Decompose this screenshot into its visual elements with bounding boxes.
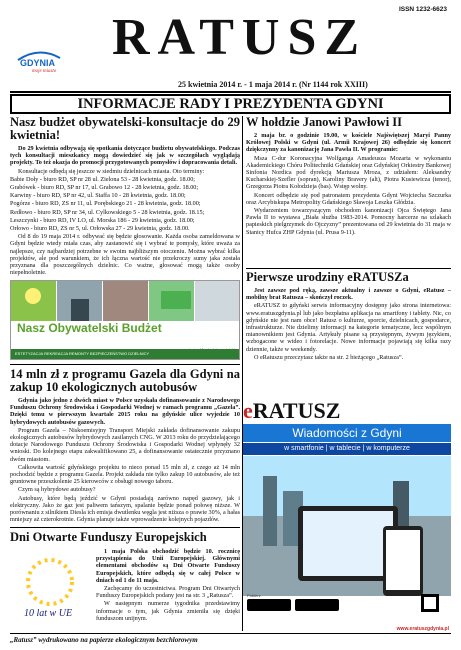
schedule-item: Orłowo - biuro RD, ZS nr 5, ul. Orłowska 27 - 29 kwietnia, godz. 18.00. xyxy=(10,225,190,233)
budget-title: Nasz budżet obywatelski-konsultacje do 29 kwietnia! xyxy=(10,115,240,142)
pawlowi-paragraph: Wydarzeniem towarzyszącym obchodom kanonizacji Ojca Świętego Jana Pawła II to wystawa „Biała służba 1983-2014. Pomocny harcerze na szlakach papieskich pielgrzymek do Ojczyzny” prezentowana od 29 kwietnia do 31 maja w Stanicy Hufca ZHP Gdynia (ul. Prusa 9-11). xyxy=(246,207,451,236)
eu-logo-text: 10 lat w UE xyxy=(24,608,73,619)
budget-lead: Do 29 kwietnia odbywają się spotkania dotyczące budżetu obywatelskiego. Podczas tych konsultacji mieszkańcy mogą dowiedzieć się jak w szczegółach wyglądają projekty. To też okazja do promocji przygotowanych pomysłów i dopracowania detali. xyxy=(10,145,240,167)
gazela-paragraph: Autobusy, które będą jeździć w Gdyni posiadają zarówno napęd gazowy, jak i elektryczny. Jako że gaz jest paliwem tańszym, spalanie będzie ponad połowę niższe. W porównaniu z silnikiem Diesla ich emisja dwutlenku węgla jest niższa o prawie 30%, a hałas mniejszy aż czterokrotnie. Gdynia planuje także wprowadzenie kolejnych pojazdów. xyxy=(10,494,240,524)
divider xyxy=(10,527,240,528)
urodziny-paragraph: eRATUSZ to gdyński serwis informacyjny dostępny jako strona internetowa: www.eratuszgdynia.pl lub jako bezpłatna aplikacja na smartfony i tablety. Nic, co gdyńskie nie jest nam obce! Ratusz o kulturze, sporcie, dzielnicach, gospodarce, infrastrukturze. Nie dzielimy informacji na kategorie tematyczne, lecz wspólnym mianownikiem jest Gdynia. Artykuły pisane są przystępnym, żywym językiem, wzbogacone w wideo i fotorelacje. Nowe informacje pojawiają się kilka razy dziennie, także w weekendy. xyxy=(246,302,451,353)
pawlowi-article xyxy=(246,116,451,237)
schedule-item: Babie Doły - biuro RD, SP nr 28 ul. Zielona 53 - 28 kwietnia, godz. 18.00; xyxy=(10,175,196,183)
schedule-item: Karwiny - biuro RD, SP nr 42, ul. Staffa 10 - 28 kwietnia, godz. 18.00; xyxy=(10,192,186,200)
gazela-article xyxy=(10,368,240,524)
footer-note: „Ratusz” wydrukowano na papierze ekologicznym bezchlorowym xyxy=(10,636,198,644)
gazela-paragraph: Program Gazela – Niskoemisyjny Transport Miejski zakłada dofinansowanie zakupu ekologicznych autobusów hybrydowych zasilanych CNG. W 2013 roku do przydzielającego dotacje Narodowego Funduszu Ochrony Środowiska i Gospodarki Wodnej wpłynęły 32 wnioski. Do kolejnego etapu zakwalifikowano 25, a dofinansowanie ostatecznie przyznano dwóm miastom. xyxy=(10,426,240,463)
masthead-divider xyxy=(10,91,451,93)
eratusz-ad-title: eRATUSZ xyxy=(243,398,341,423)
logo-tagline: moje miasto xyxy=(32,69,57,74)
section-banner: INFORMACJE RADY I PREZYDENTA GDYNI xyxy=(10,94,451,114)
logo-name: GDYNIA xyxy=(20,58,56,68)
schedule-item: Redłowo - biuro RD, SP nr 34, ul. Cylkowskiego 5 - 28 kwietnia, godz. 18.15; xyxy=(10,208,205,216)
budget-advert xyxy=(10,280,240,360)
urodziny-title: Pierwsze urodziny eRATUSZa xyxy=(246,270,409,284)
gdynia-logo xyxy=(14,44,64,74)
issn: ISSN 1232-6623 xyxy=(398,6,447,13)
budget-ad-bar: ESTETYZACJA REKREACJA REMONTY BEZPIECZEŃSTWO DZIELNICY xyxy=(11,349,239,359)
budget-article xyxy=(10,116,240,277)
schedule-item: Grabówek - biuro RD, SP nr 17, ul. Grabowo 12 - 28 kwietnia, godz. 18.00; xyxy=(10,184,199,192)
eratusz-photo xyxy=(243,456,451,616)
dni-body xyxy=(96,548,240,623)
budget-photos xyxy=(11,281,240,321)
gdynia-logo-graphic xyxy=(14,44,64,74)
eratusz-ad-subtitle: Wiadomości z Gdyni xyxy=(243,424,451,442)
gazela-lead: Gdynia jako jedno z dwóch miast w Polsce uzyskała dofinansowanie z Narodowego Funduszu Ochrony Środowiska i Gospodarki Wodnej w ramach programu „Gazela”. Dzięki temu w pierwszym kwartale 2015 roku na gdyńskie ulice wyjedzie 10 hybrydowych autobusów gazowych. xyxy=(10,397,240,426)
dni-paragraph: W następnym numerze tygodnika przedstawimy informacje o tym, jak Gdynia zmieniła się dzięki funduszom unijnym. xyxy=(96,600,240,622)
gazela-paragraph: Czym są hybrydowe autobusy? xyxy=(18,486,96,494)
pawlowi-paragraph: Koncert odbędzie się pod patronatem prezydenta Gdyni Wojciecha Szczurka oraz Arcybiskupa Metropolity Gdańskiego Sławoja Leszka Głódzia. xyxy=(246,191,451,206)
masthead-title: RATUSZ xyxy=(112,9,368,66)
dni-title: Dni Otwarte Funduszy Europejskich xyxy=(10,530,207,544)
urodziny-paragraph: O eRatuszu przeczytasz także na str. 2 bieżącego „Ratusza”. xyxy=(254,353,404,361)
divider xyxy=(246,268,451,269)
dni-article xyxy=(10,531,240,544)
budget-intro: Konsultacje odbędą się jeszcze w siedmiu dzielnicach miasta. Oto terminy: xyxy=(18,167,205,175)
pawlowi-paragraph: Msza C-dur Koronacyjna Wolfganga Amadeusza Mozarta w wykonaniu Akademickiego Chóru Politechniki Gdańskiej oraz Gdyńskiej Orkiestry Bankowej Sinfonia Nordica pod dyrekcją Mariusza Mroza, z udziałem: Aleksandry Kucharskiej-Szefler (sopran), Karoliny Bravery (alt), Piotra Kusiewicza (tenor), Grzegorza Piotra Kołodzieja (bas). Wstęp wolny. xyxy=(246,154,452,191)
issue-line: 25 kwietnia 2014 r. - 1 maja 2014 r. (Nr 1144 rok XXIII) xyxy=(178,80,368,89)
dni-lead: 1 maja Polska obchodzić będzie 10. rocznicę przystąpienia do Unii Europejskiej. Głównymi elementami obchodów są Dni Otwarte Funduszy Europejskich, które odbędą się w całej Polsce w dniach od 1 do 11 maja. xyxy=(96,548,240,584)
divider xyxy=(10,364,240,365)
pawlowi-lead: 2 maja br. o godzinie 19.00, w kościele Najświętszej Maryi Panny Królowej Polski w Gdyni (ul. Armii Krajowej 26) odbędzie się koncert dziękczynny za kanonizację Jana Pawła II. W programie: xyxy=(246,132,451,154)
eratusz-advert xyxy=(243,398,451,634)
eu-10-years-logo xyxy=(10,552,90,622)
pawlowi-title: W hołdzie Janowi Pawłowi II xyxy=(246,115,403,129)
eratusz-ad-devices: w smartfonie | w tablecie | w komputerze xyxy=(243,443,451,455)
eratusz-ad-url[interactable]: www.eratuszgdynia.pl xyxy=(396,626,449,632)
dni-paragraph: Zachęcamy do uczestnictwa. Program Dni Otwartych Funduszy Europejskich podany jest na str. 3 „Ratusza”. xyxy=(96,585,240,600)
urodziny-article xyxy=(246,271,451,362)
urodziny-lead: Jest zawsze pod ręką, zawsze aktualny i zawsze o Gdyni, eRatusz – mobilny brat Ratusza – skończył roczek. xyxy=(246,287,451,302)
eu-stars-graphic xyxy=(10,552,90,622)
gazela-title: 14 mln zł z programu Gazela dla Gdyni na zakup 10 ekologicznych autobusów xyxy=(10,367,240,394)
budget-vote: Od 8 do 19 maja 2014 r. odbywać się będzie głosowanie. Każda osoba zameldowana w Gdyni będzie wtedy miała czas, aby zastanowić się i wybrać te pomysły, które uważa za najlepsze, czy najbardziej potrzebne w swoim najbliższym otoczeniu. Można wybrać kilka projektów, ale pod warunkiem, że ich łączna wartość nie przekroczy sumy jaka została przyznana dla poszczególnych dzielnic. Co ważne, głosować mogą także osoby niepełnoletnie. xyxy=(10,233,240,277)
schedule-item: Pogórze - biuro RD, ZS nr 11, ul. Porębskiego 21 - 28 kwietnia, godz. 18.00; xyxy=(10,200,201,208)
gazela-paragraph: Całkowita wartość gdyńskiego projektu to nieco ponad 15 mln zł, z czego aż 14 mln pochodzić będzie z programu Gazela. Projekt zakłada nie tylko zakup 10 autobusów, ale też gruntowne przeszkolenie 25 kierowców z obsługi nowego taboru. xyxy=(10,463,240,486)
footer-divider xyxy=(10,633,451,634)
budget-schedule xyxy=(10,176,240,232)
budget-ad-title: Nasz Obywatelski Budżet xyxy=(17,321,162,335)
schedule-item: Leszczynki - biuro RD, IV LO, ul. Morska 186 - 29 kwietnia, godz. 18.00; xyxy=(10,216,195,224)
eratusz-store-label: Pobierz xyxy=(247,593,261,598)
